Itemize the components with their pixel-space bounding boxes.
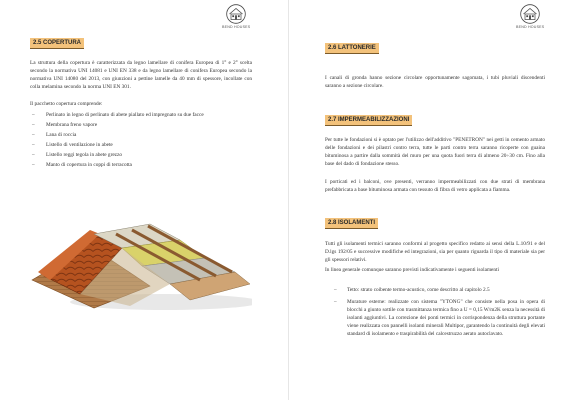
house-logo-icon xyxy=(519,4,541,24)
package-list xyxy=(32,110,252,170)
brand-logo xyxy=(516,4,544,29)
list-item: – Murature esterne: realizzate con sistema "YTONG" che consiste nella posa in opera di blocchi a giunto sottile con trasmittanza termica fino a U = 0,15 W/m2K senza la necessità di isolanti aggiuntivi. La correzione dei ponti termici in corrispondenza della struttura portante viene realizzata con pannelli isolanti minerali Multipor, garantendo la continuità degli elevati standard di isolamento e traspirabilità del calcestruzzo aerato autoclavato. xyxy=(333,298,545,338)
right-page xyxy=(289,0,577,400)
section-heading-isolamenti: 2.8 ISOLAMENTI xyxy=(325,218,378,229)
house-logo-icon xyxy=(225,4,247,24)
impermeabilizzazioni-p2: I porticati ed i balconi, ove presenti, verranno impermeabilizzati con due strati di membrana prefabbricata a base bituminosa armata con tessuto di fibra di vetro applicata a fiamma. xyxy=(325,179,545,194)
package-intro: Il pacchetto copertura comprende: xyxy=(30,101,103,107)
isolamenti-list xyxy=(333,286,545,343)
lattonerie-text: I canali di gronda hanno sezione circolare opportunamente sagomata, i tubi pluviali discendenti saranno a sezione circolare. xyxy=(325,75,545,90)
roof-section-illustration xyxy=(30,210,252,310)
list-item: – Tetto: strato coibente termo-acustico, come descritto al capitolo 2.5 xyxy=(333,286,545,294)
copertura-intro: La struttura della copertura è caratterizzata da legno lamellare di conifera Europea di 1° e 2° scelta secondo la normativa UNI 14081 e UNI EN 338 e da legno lamellare di conifera Europea secondo la normativa UNI 14080 del 2013, con giunzioni a pettine lamelle da 40 mm di spessore, incollate con colla melamina secondo la norma UNI EN 301. xyxy=(30,60,252,91)
brand-name: BEND HOUSES xyxy=(222,25,251,29)
list-item: – Membrana freno vapore xyxy=(32,120,252,130)
brand-logo xyxy=(222,4,250,29)
isolamenti-p1: Tutti gli isolamenti termici saranno conformi al progetto specifico redatto ai sensi della L.10/91 e del D.lgs 192/05 e successive modifiche ed integrazioni, sia per quanto riguarda il tipo di materiale sia per gli spessori relativi. xyxy=(325,241,545,264)
impermeabilizzazioni-p1: Per tutte le fondazioni si è optato per l'utilizzo dell'additivo "PENETRON" nei getti in cemento armato delle fondazioni e dei pilastri contro terra, tutte le parti contro terra saranno ricoperte con guaina bituminosa a partire dalla sommità del muro per una quota fuori terra di almeno 20÷30 cm. Fino alla base del dado di fondazione stesso. xyxy=(325,137,545,168)
list-item: – Manto di copertura in coppi di terracotta xyxy=(32,160,252,170)
list-item: – Listello reggi tegola in abete grezzo xyxy=(32,150,252,160)
list-item: – Listello di ventilazione in abete xyxy=(32,140,252,150)
section-heading-copertura: 2.5 COPERTURA xyxy=(30,38,84,49)
section-heading-lattonerie: 2.6 LATTONERIE xyxy=(325,43,379,54)
brand-name: BEND HOUSES xyxy=(516,25,545,29)
isolamenti-p2: In linea generale comunque saranno previsti indicativamente i seguenti isolamenti xyxy=(325,267,500,273)
list-item: – Perlinato in legno di perlinato di abete piallato ed impregnato su due facce xyxy=(32,110,252,120)
section-heading-impermeabilizzazioni: 2.7 IMPERMEABILIZZAZIONI xyxy=(325,115,412,126)
list-item: – Lana di roccia xyxy=(32,130,252,140)
